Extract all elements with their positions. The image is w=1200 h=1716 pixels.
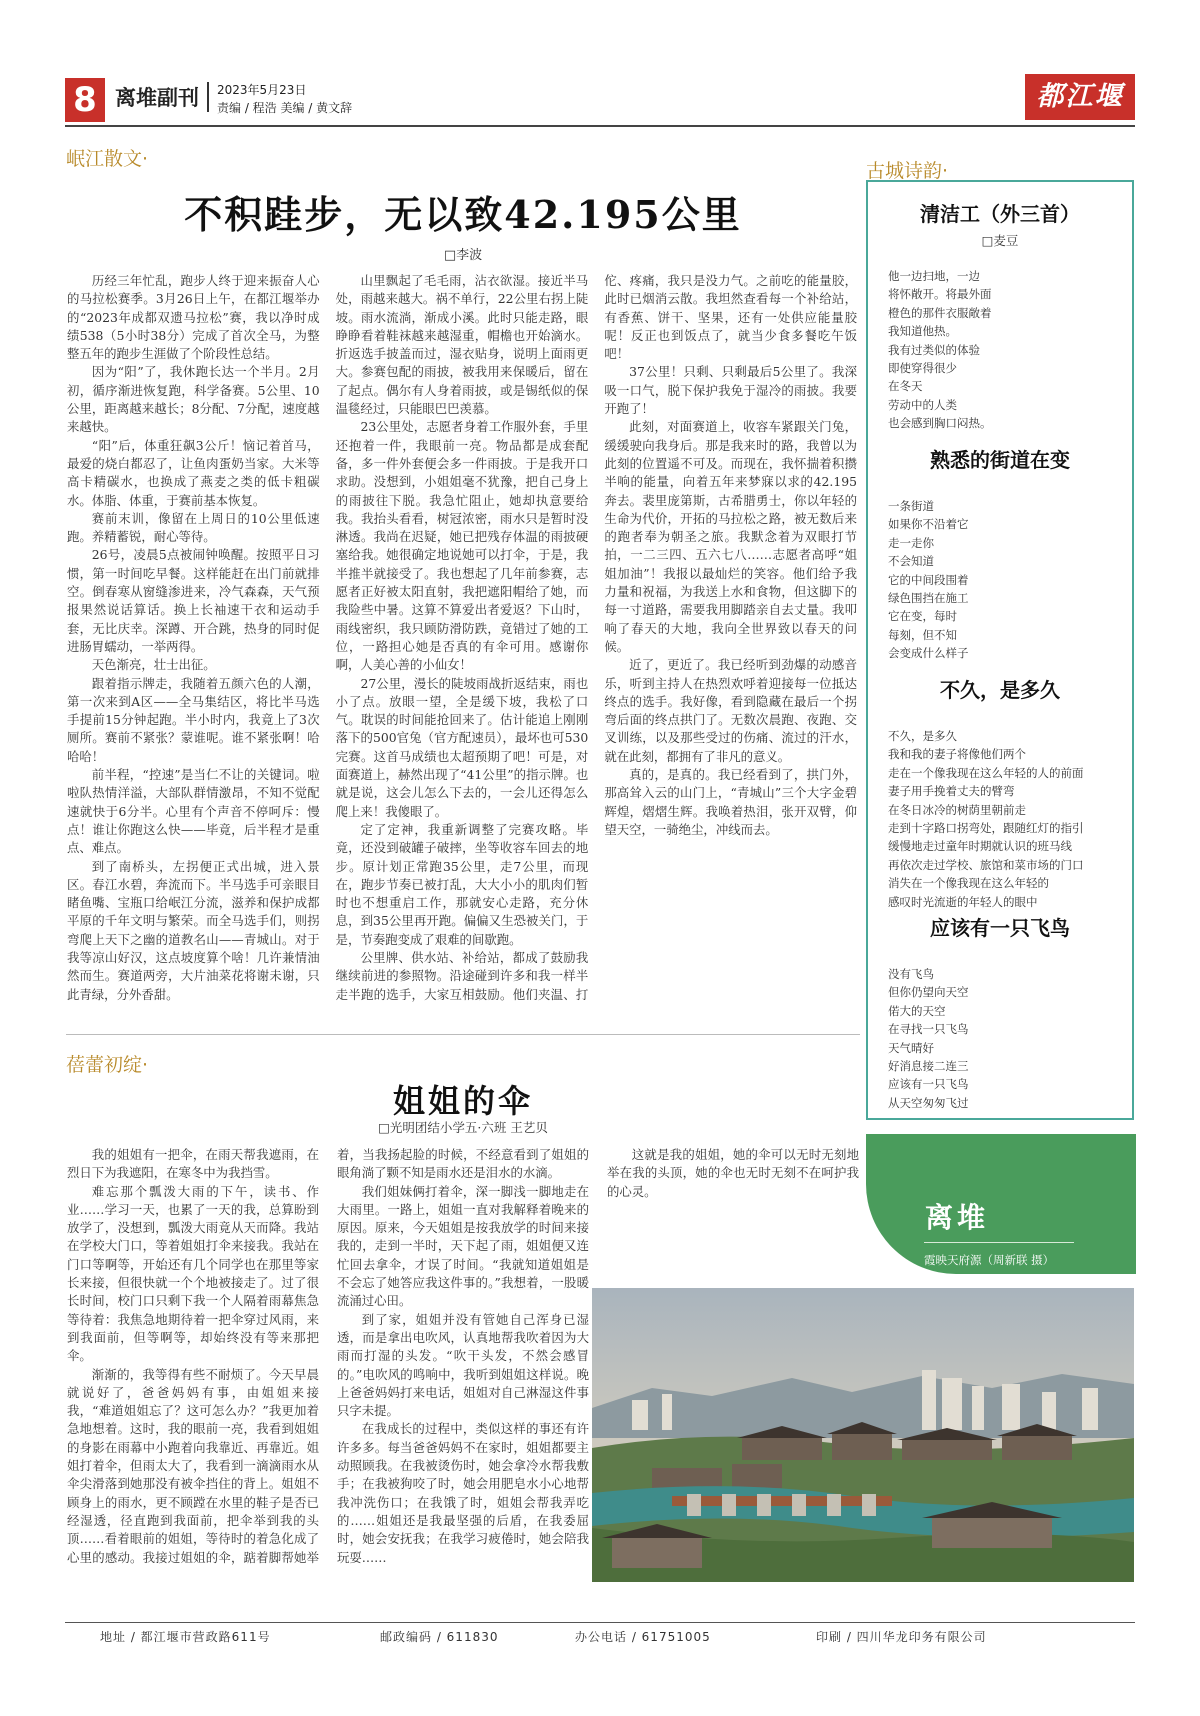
footer-phone: 办公电话 / 61751005 (575, 1630, 711, 1644)
poem-4 (868, 912, 1132, 1112)
poem-line: 再依次走过学校、旅馆和菜市场的门口 (888, 857, 1084, 872)
essay-column-tag: 岷江散文· (66, 148, 149, 170)
essay-paragraph: 此刻，对面赛道上，收容车紧跟关门兔，缓缓驶向我身后。那是我来时的路，我曾以为此刻的位置遥不可及。而现在，我怀揣着积攒半响的能量，向着五年来梦寐以求的42.195奔去。裴里庞第斯，古希腊勇士，你以年轻的生命为代价，开拓的马拉松之路，被无数后来的跑者奉为朝圣之旅。我默念着为双眼打节拍，一二三四、五六七八……志愿者高呼“姐姐加油”！我报以最灿烂的笑容。他们给予我力量和祝福，为我送上水和食物，但这脚下的每一寸道路，需要我用脚踏亲自去丈量。我叩响了春天的大地，我向全世界致以春天的问候。 (604, 419, 857, 654)
poem-lines (868, 267, 1132, 433)
footer-address: 地址 / 都江堰市营政路611号 (100, 1630, 271, 1644)
poem-line: 应该有一只飞鸟 (888, 1077, 969, 1092)
masthead-rule (65, 125, 1135, 127)
poem-line: 如果你不沿着它 (888, 517, 969, 532)
poetry-title: 清洁工（外三首） (920, 202, 1080, 226)
photo-caption: 霞映天府源（周新联 摄） (924, 1253, 1055, 1267)
header-divider (207, 82, 209, 112)
poem-line: 从天空匆匆飞过 (888, 1095, 969, 1110)
essay-paragraph: 26号，凌晨5点被闹钟唤醒。按照平日习惯，第一时间吃早餐。这样能赶在出门前就排空。倒春寒从窗缝渗进来，冷气森森，天气预报果然说话算话。换上长袖速干衣和运动手套，无比庆幸。深蹲、开合跳，热身的同时促进肠胃蠕动，一举两得。 (67, 547, 320, 654)
essay-paragraph: 37公里！只剩、只剩最后5公里了。我深吸一口气，脱下保护我免于湿冷的雨披。我要开跑了！ (604, 364, 857, 417)
poem-title: 应该有一只飞鸟 (930, 916, 1070, 940)
poem-line: 天气晴好 (888, 1040, 934, 1055)
poem-line: 一条街道 (888, 499, 934, 513)
poem-lines (868, 497, 1132, 663)
poem-title: 熟悉的街道在变 (930, 448, 1070, 472)
essay-paragraph: 历经三年忙乱，跑步人终于迎来振奋人心的马拉松赛季。3月26日上午，在都江堰举办的“2023年成都双遗马拉松”赛，我以净时成绩538（5小时38分）完成了首次全马，为整整五年的跑步生涯做了个阶段性总结。 (67, 273, 320, 362)
story-paragraph: 我们姐妹俩打着伞，深一脚浅一脚地走在大雨里。一路上，姐姐一直对我解释着晚来的原因。原来，今天姐姐是按我放学的时间来接我的，走到一半时，天下起了雨，姐姐便又连忙回去拿伞，才误了时间。“我就知道姐姐是不会忘了她答应我这件事的。”我想着，一股暖流涌过心田。 (337, 1183, 589, 1309)
poem-line: 会变成什么样子 (888, 646, 969, 661)
essay-paragraph: 跟着指示牌走，我随着五颜六色的人潮，第一次来到A区——全马集结区，将比半马选手提前15分钟起跑。半小时内，我竟上了3次厕所。赛前不紧张？蒙谁呢。谁不紧张啊！哈哈哈！ (67, 675, 320, 764)
essay-paragraph: “阳”后，体重狂飙3公斤！恼记着首马，最爱的烧白都忍了，让鱼肉蛋奶当家。大米等高卡精碳水，也换成了燕麦之类的低卡粗碳水。体脂、体重，于赛前基本恢复。 (67, 437, 320, 508)
poem-line: 不久，是多久 (888, 729, 957, 743)
poem-line: 不会知道 (888, 554, 934, 569)
essay-paragraph: 天色渐亮，壮士出征。 (91, 657, 216, 673)
poem-line: 没有飞鸟 (888, 967, 934, 981)
poem-line: 在冬天 (888, 379, 923, 394)
landscape-photo-illustration (592, 1288, 1134, 1582)
newspaper-logo: 都江堰报 (1025, 74, 1135, 120)
poem-line: 消失在一个像我现在这么年轻的 (888, 876, 1049, 891)
poem-line: 橙色的那件衣服敞着 (888, 305, 992, 320)
footer-rule (65, 1622, 1135, 1623)
section-name: 离堆副刊 (115, 86, 199, 110)
story-paragraph: 难忘那个瓢泼大雨的下午，读书、作业……学习一天，也累了一天的我，总算盼到放学了，没想到，瓢泼大雨竟从天而降。我站在学校大门口，等着姐姐打伞来接我。我站在门口等啊等，开始还有几个同学也在那里等家长来接，但很快就一个个地被接走了。过了很长时间，校门口只剩下我一个人隔着雨幕焦急等待着：我焦急地期待着一把伞穿过风雨，来到我面前，但等啊等，却始终没有等来那把伞。 (67, 1183, 319, 1364)
poem-line: 偌大的天空 (888, 1003, 946, 1018)
poem-line: 也会感到胸口闷热。 (888, 416, 992, 431)
poem-line: 劳动中的人类 (888, 397, 957, 412)
poem-line: 走一走你 (888, 535, 934, 550)
essay-paragraph: 23公里处，志愿者身着工作服外套，手里还抱着一件，我眼前一亮。物品都是成套配备，多一件外套便会多一件雨披。于是我开口求助。没想到，小姐姐毫不犹豫，把自己身上的雨披往下脱。我急忙阻止，她却执意要给我。我抬头看看，树冠浓密，雨水只是暂时没淋透。我尚在迟疑，她已把残存体温的雨披硬塞给我。她很确定地说她可以打伞，于是，我半推半就接受了。我也想起了几年前参赛，志愿者正好被太阳直射，我把遮阳帽给了她，而我险些中暑。这算不算爱出者爱返？下山时，雨线密织，我只顾防滑防跌，竟错过了她的工位，一路担心她是否真的有伞可用。感谢你啊，人美心善的小仙女！ (335, 419, 589, 673)
poetry-box (866, 180, 1134, 1120)
poetry-author: □麦豆 (981, 233, 1019, 248)
poem-line: 它在变，每时 (888, 609, 957, 624)
poem-line: 好消息接二连三 (888, 1059, 969, 1074)
essay-title: 不积跬步，无以致42.195公里 (184, 192, 742, 237)
poem-line: 他一边扫地，一边 (888, 269, 980, 283)
poem-line: 但你仍望向天空 (888, 985, 969, 1000)
editors-credit: 责编 / 程浩 美编 / 黄文辞 (217, 101, 353, 115)
story-paragraph: 到了家，姐姐并没有管她自己浑身已湿透，而是拿出电吹风，认真地帮我吹着因为大雨而打湿的头发。“吹干头发，不然会感冒的。”电吹风的鸣响中，我听到姐姐这样说。晚上爸爸妈妈打来电话，姐姐对自己淋湿这件事只字未提。 (337, 1311, 589, 1419)
essay-paragraph: 公里牌、供水站、补给站，都成了鼓励我继续前进的参照物。沿途碰到许多和我一样半走半跑的选手，大家互相鼓励。他们夹温、打佗、疼痛，我只是没力气。之前吃的能量胶，此时已烟消云散。我坦然查看每一个补给站，有香蕉、饼干、坚果，还有一处供应能量胶呢！反正也到饭点了，就当少食多餐吃午饭吧！ (335, 273, 857, 1002)
essay-paragraph: 赛前末训，像留在上周日的10公里低速跑。养精蓄锐，耐心等待。 (67, 510, 320, 545)
essay-paragraph: 27公里，漫长的陡坡雨战折返结束，雨也小了点。放眼一望，全是缓下坡，我松了口气。耽误的时间能抢回来了。估计能追上刚刚落下的500官兔（官方配速员），最坏也可530完赛。这首马成绩也太超预期了吧！可是，对面赛道上，赫然出现了“41公里”的指示牌。也就是说，这会儿怎么下去的，一会儿还得怎么爬上来！我傻眼了。 (335, 675, 589, 819)
issue-date: 2023年5月23日 (217, 83, 307, 97)
poem-3 (868, 674, 1132, 911)
essay-author: □李波 (443, 248, 483, 263)
footer-postcode: 邮政编码 / 611830 (380, 1630, 499, 1644)
essay-paragraph: 因为“阳”了，我休跑长达一个半月。2月初，循序渐进恢复跑，科学备赛。5公里、10公里，距离越来越长；8分配、7分配，速度越来越快。 (67, 364, 320, 435)
poem-line: 我知道他热。 (888, 324, 957, 339)
poem-line: 走在一个像我现在这么年轻的人的前面 (888, 765, 1084, 780)
poem-line: 走到十字路口拐弯处，跟随红灯的指引 (888, 821, 1084, 836)
poem-line: 它的中间段围着 (888, 572, 969, 587)
poem-title: 不久，是多久 (940, 678, 1060, 702)
poem-line: 即使穿得很少 (888, 361, 957, 376)
poem-line: 缓慢地走过童年时期就认识的班马线 (888, 839, 1072, 854)
poem-2 (868, 444, 1132, 663)
poem-line: 感叹时光流逝的年轻人的眼中 (888, 894, 1038, 909)
poem-1 (868, 198, 1132, 433)
masthead (65, 68, 1135, 158)
poetry-column-tag: 古城诗韵· (866, 160, 949, 182)
photo-title: 离堆 (925, 1201, 990, 1234)
poem-line: 在寻找一只飞鸟 (888, 1022, 969, 1037)
story-paragraph: 这就是我的姐姐，她的伞可以无时无刻地举在我的头顶，她的伞也无时无刻不在呵护我的心灵。 (607, 1147, 859, 1199)
poem-line: 绿色围挡在施工 (888, 591, 969, 606)
essay-paragraph: 前半程，“控速”是当仁不让的关键词。啦啦队热情洋溢，大部队群情激昂，不知不觉配速就快于6分半。心里有个声音不停呵斥：慢点！谁让你跑这么快——毕竟，后半程才是重点、难点。 (67, 767, 320, 856)
story-author: □光明团结小学五·六班 王艺贝 (378, 1120, 548, 1135)
essay-paragraph: 近了，更近了。我已经听到劲爆的动感音乐，听到主持人在热烈欢呼着迎接每一位抵达终点的选手。我好像，看到隐藏在最后一个拐弯后面的终点拱门了。无数次晨跑、夜跑、交叉训练，以及那些受过的伤痛、流过的汗水，就在此刻，都拥有了非凡的意义。 (604, 657, 857, 764)
photo-title-rule (924, 1242, 1074, 1243)
poem-lines (868, 965, 1132, 1112)
poem-line: 将怀敞开。将最外面 (888, 287, 992, 302)
page-number: 8 (65, 78, 105, 122)
section-divider (66, 1034, 860, 1035)
poem-line: 妻子用手挽着丈夫的臂弯 (888, 784, 1015, 799)
poem-line: 在冬日冰冷的树荫里朝前走 (888, 802, 1026, 817)
footer-printer: 印刷 / 四川华龙印务有限公司 (816, 1630, 987, 1644)
story-title: 姐姐的伞 (392, 1082, 533, 1120)
poem-line: 我和我的妻子将像他们两个 (888, 747, 1026, 762)
story-paragraph: 在我成长的过程中，类似这样的事还有许许多多。每当爸爸妈妈不在家时，姐姐都要主动照顾我。在我被烫伤时，她会拿冷水帮我敷手；在我被狗咬了时，她会用肥皂水小心地帮我冲洗伤口；在我饿了时，姐姐会帮我弄吃的……姐姐还是我最坚强的后盾，在我委屈时，她会安抚我；在我学习疲倦时，她会陪我玩耍…… (337, 1421, 589, 1565)
essay-paragraph: 定了定神，我重新调整了完赛攻略。毕竟，还没到破罐子破摔，坐等收容车回去的地步。原计划正常跑35公里，走7公里，而现在，跑步节奏已被打乱，大大小小的肌肉们暂时也不想重启工作，那就安心走路，充分休息，到35公里再开跑。偏偏又生恐被关门，于是，节奏跑变成了艰难的间歇跑。 (335, 821, 589, 947)
essay-paragraph: 山里飘起了毛毛雨，沾衣欲湿。接近半马处，雨越来越大。祸不单行，22公里右拐上陡坡。雨水流淌，渐成小溪。此时只能走路，眼睁睁看着鞋袜越来越湿重，帽檐也开始滴水。折返选手披盖而过，湿衣贴身，说明上面雨更大。参赛包配的雨披，被我用来保暖后，留在了起点。偶尔有人身着雨披，或是锡纸似的保温毯经过，只能眼巴巴羡慕。 (335, 273, 589, 417)
story-paragraph: 渐渐的，我等得有些不耐烦了。今天早晨就说好了，爸爸妈妈有事，由姐姐来接我，“难道姐姐忘了？这可怎么办？”我更加着急地想着。这时，我的眼前一亮，我看到姐姐的身影在雨幕中小跑着向我靠近、再靠近。姐姐打着伞，但雨太大了，我看到一滴滴雨水从伞尖滑落到她那没有被伞挡住的背上。姐姐不顾身上的雨水，更不顾蹚在水里的鞋子是否已经湿透，径直跑到我面前，把伞举到我的头顶……看着眼前的姐姐，等待时的着急化成了心里的感动。我接过姐姐的伞，踮着脚帮她举着，当我扬起脸的时候，不经意看到了姐姐的眼角淌了颗不知是雨水还是泪水的水滴。 (67, 1147, 589, 1565)
poem-line: 我有过类似的体验 (888, 342, 980, 357)
essay-paragraph: 真的，是真的。我已经看到了，拱门外，那高耸入云的山门上，“青城山”三个大字金碧辉煌，熠熠生辉。我唤着热泪，张开双臂，仰望天空，一骑绝尘，冲线而去。 (604, 767, 857, 837)
story-column-tag: 蓓蕾初绽· (66, 1054, 149, 1076)
essay-paragraph: 到了南桥头，左拐便正式出城，进入景区。春江水碧，奔流而下。半马选手可亲眼目睹鱼嘴、宝瓶口给岷江分流，滋养和保护成都平原的千年文明与繁荣。而全马选手们，则拐弯爬上天下之幽的道教名山——青城山。对于我等凉山好汉，这点坡度算个啥！几许兼情油然而生。赛道两旁，大片油菜花将谢未谢，只此青绿，分外香甜。 (67, 858, 320, 1002)
poem-lines (868, 727, 1132, 911)
story-paragraph: 我的姐姐有一把伞，在雨天帮我遮雨，在烈日下为我遮阳，在寒冬中为我挡雪。 (67, 1147, 319, 1181)
poem-line: 每刻，但不知 (888, 627, 957, 642)
essay-body (67, 272, 857, 1020)
landscape-photo (592, 1288, 1134, 1582)
